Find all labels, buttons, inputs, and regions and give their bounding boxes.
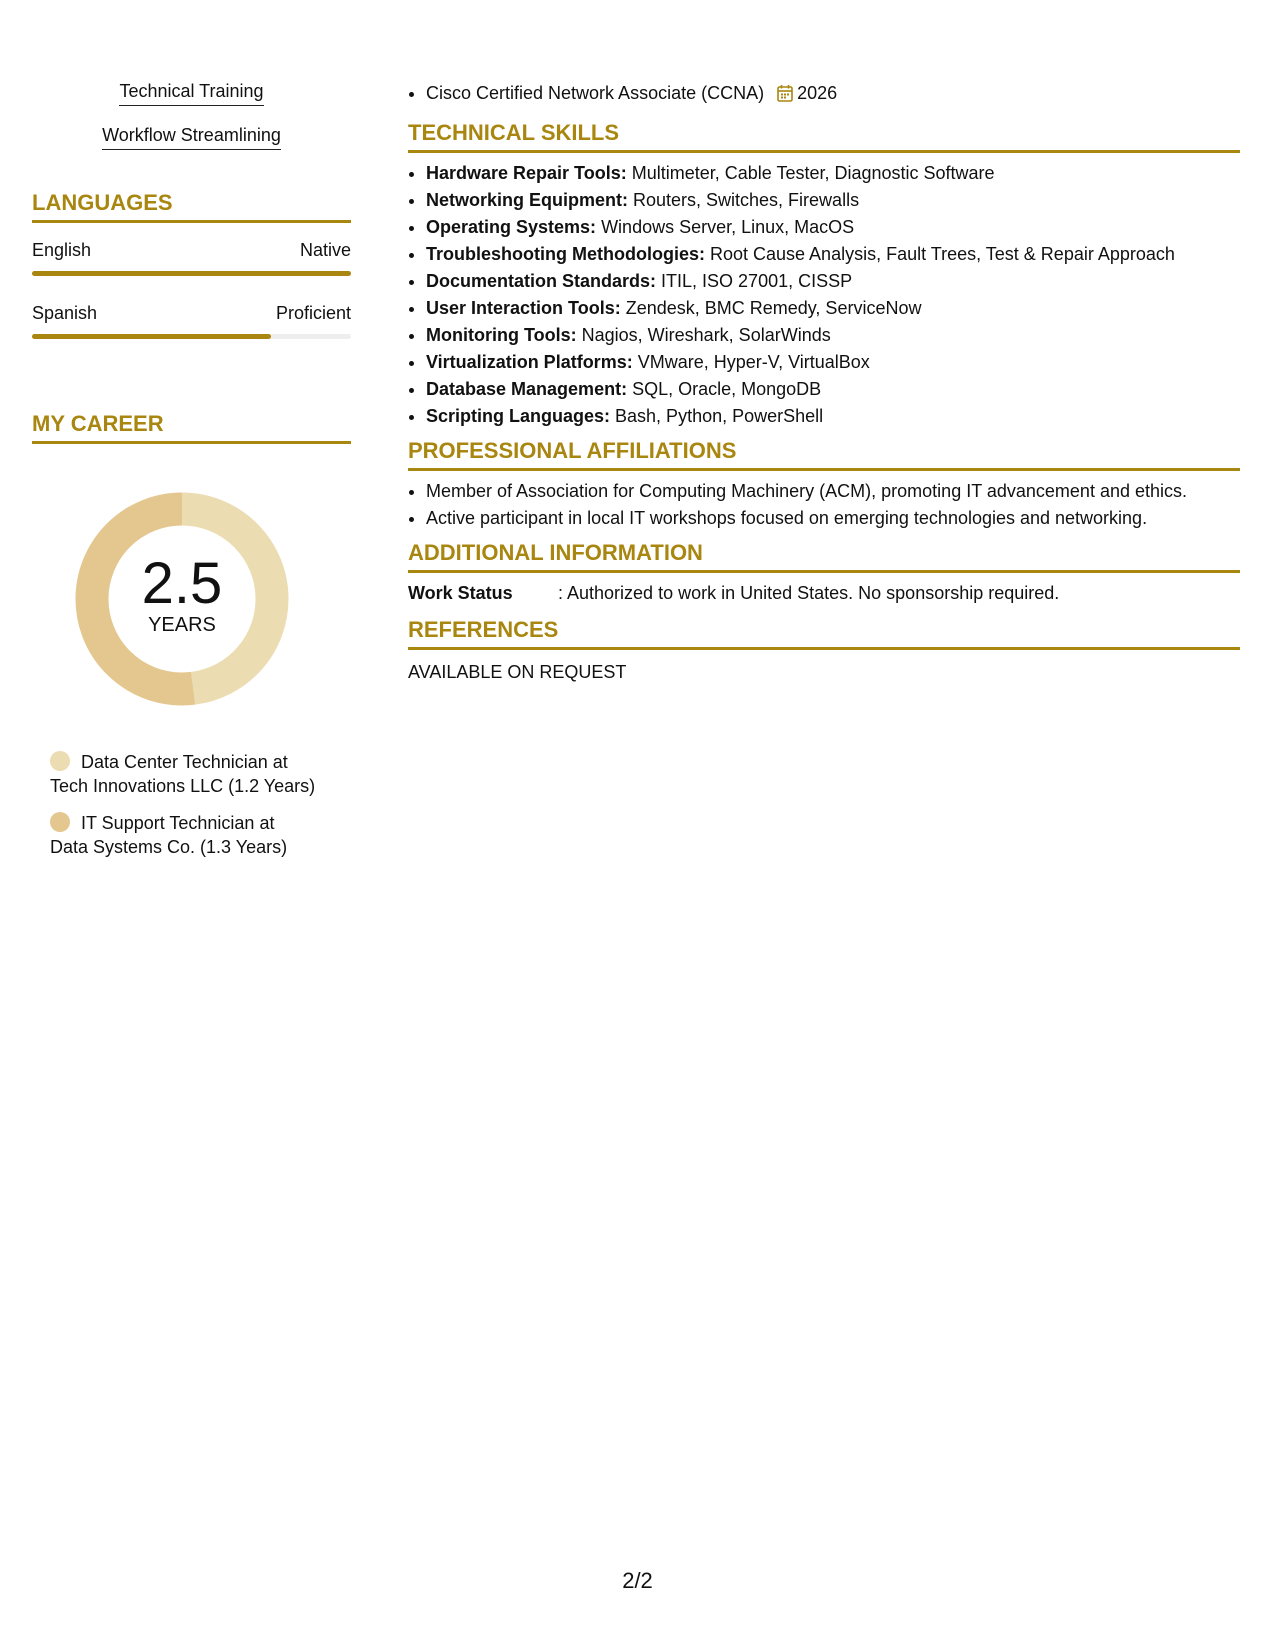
skill-item bbox=[426, 214, 1240, 241]
certification-name: Cisco Certified Network Associate (CCNA) bbox=[426, 83, 765, 103]
skill-value: Multimeter, Cable Tester, Diagnostic Software bbox=[626, 163, 995, 183]
skill-item bbox=[426, 349, 1240, 376]
language-item bbox=[32, 302, 351, 339]
skill-item bbox=[426, 322, 1240, 349]
certification-item bbox=[426, 80, 1240, 110]
skill-label: Virtualization Platforms: bbox=[426, 352, 633, 372]
skill-item bbox=[426, 376, 1240, 403]
affiliations-list bbox=[408, 478, 1240, 532]
skill-item bbox=[426, 268, 1240, 295]
additional-info-title: ADDITIONAL INFORMATION bbox=[408, 540, 1240, 573]
affiliation-item: • Member of Association for Computing Machinery (ACM), promoting IT advancement and ethics. bbox=[426, 478, 1240, 505]
skill-item bbox=[426, 403, 1240, 430]
language-name: English bbox=[32, 240, 92, 260]
skill-label: Database Management: bbox=[426, 379, 628, 399]
language-bar bbox=[32, 334, 351, 339]
certification-list bbox=[408, 80, 1240, 110]
career-company: Tech Innovations LLC (1.2 Years) bbox=[50, 776, 316, 796]
career-total: 2.5 bbox=[141, 551, 223, 616]
skill-label: Scripting Languages: bbox=[426, 406, 611, 426]
language-bar bbox=[32, 271, 351, 276]
skill-value: Bash, Python, PowerShell bbox=[610, 406, 824, 426]
skill-value: Root Cause Analysis, Fault Trees, Test & Repair Approach bbox=[704, 244, 1175, 264]
language-bar-fill bbox=[32, 334, 271, 339]
career-unit: YEARS bbox=[148, 614, 216, 636]
skill-item bbox=[426, 187, 1240, 214]
skill-value: VMware, Hyper-V, VirtualBox bbox=[632, 352, 870, 372]
skill-label: Monitoring Tools: bbox=[426, 325, 577, 345]
work-status-label: Work Status bbox=[408, 583, 513, 603]
career-role: IT Support Technician at bbox=[81, 813, 275, 833]
skill-label: Documentation Standards: bbox=[426, 271, 657, 291]
affiliations-title: PROFESSIONAL AFFILIATIONS bbox=[408, 438, 1240, 471]
career-donut bbox=[67, 484, 297, 714]
skill-value: ITIL, ISO 27001, CISSP bbox=[656, 271, 853, 291]
affiliation-item: • Active participant in local IT workshops focused on emerging technologies and networking. bbox=[426, 505, 1240, 532]
references-title: REFERENCES bbox=[408, 617, 1240, 650]
strength-chip: Workflow Streamlining bbox=[102, 124, 281, 150]
legend-dot bbox=[50, 751, 70, 771]
technical-skills-list bbox=[408, 160, 1240, 430]
language-level: Native bbox=[299, 240, 351, 260]
main-column bbox=[408, 80, 1240, 684]
career-legend-item bbox=[50, 811, 351, 859]
career-legend-item bbox=[50, 750, 351, 798]
legend-dot bbox=[50, 812, 70, 832]
language-level: Proficient bbox=[275, 303, 351, 323]
career-title: MY CAREER bbox=[32, 411, 351, 444]
language-bar-fill bbox=[32, 271, 351, 276]
skill-value: SQL, Oracle, MongoDB bbox=[627, 379, 822, 399]
skill-value: Routers, Switches, Firewalls bbox=[628, 190, 860, 210]
skill-value: Zendesk, BMC Remedy, ServiceNow bbox=[620, 298, 922, 318]
skill-value: Windows Server, Linux, MacOS bbox=[596, 217, 855, 237]
career-legend bbox=[50, 750, 351, 859]
skill-label: Networking Equipment: bbox=[426, 190, 628, 210]
skill-item bbox=[426, 295, 1240, 322]
calendar-icon bbox=[777, 83, 793, 110]
skill-label: Operating Systems: bbox=[426, 217, 597, 237]
career-role: Data Center Technician at bbox=[81, 752, 288, 772]
skill-value: Nagios, Wireshark, SolarWinds bbox=[576, 325, 831, 345]
skill-label: Hardware Repair Tools: bbox=[426, 163, 627, 183]
certification-year: 2026 bbox=[797, 83, 838, 103]
language-name: Spanish bbox=[32, 303, 98, 323]
skill-item bbox=[426, 160, 1240, 187]
languages-title: LANGUAGES bbox=[32, 190, 351, 223]
strength-chip-wrap bbox=[32, 124, 351, 150]
skill-label: Troubleshooting Methodologies: bbox=[426, 244, 705, 264]
skill-label: User Interaction Tools: bbox=[426, 298, 621, 318]
language-item bbox=[32, 239, 351, 276]
references-text: AVAILABLE ON REQUEST bbox=[408, 662, 627, 682]
strength-chip-wrap bbox=[32, 80, 351, 106]
sidebar bbox=[32, 80, 351, 872]
strength-chip: Technical Training bbox=[119, 80, 263, 106]
page-number: 2/2 bbox=[622, 1568, 653, 1593]
technical-skills-title: TECHNICAL SKILLS bbox=[408, 120, 1240, 153]
career-company: Data Systems Co. (1.3 Years) bbox=[50, 837, 288, 857]
work-status-value: : Authorized to work in United States. No sponsorship required. bbox=[558, 583, 1060, 603]
work-status-row bbox=[408, 581, 1240, 605]
skill-item bbox=[426, 241, 1240, 268]
